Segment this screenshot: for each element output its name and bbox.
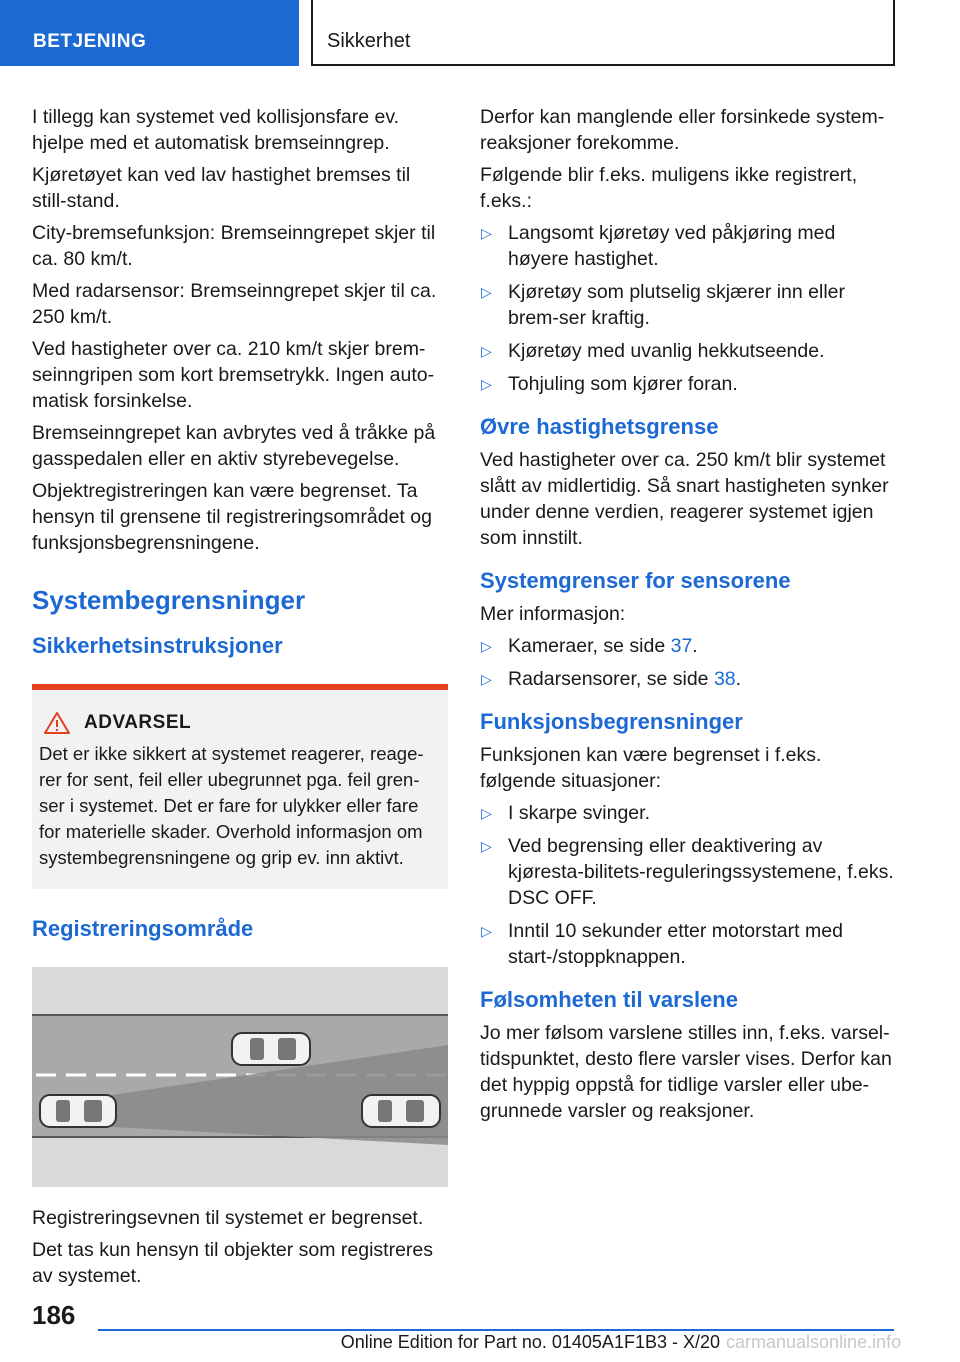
sensor-links-list — [480, 633, 896, 692]
bullet-triangle-icon: ▷ — [481, 671, 492, 687]
paragraph: Objektregistreringen kan være begrenset. Ta hensyn til grensene til registreringsområdet og funksjonsbegrensningene. — [32, 480, 432, 554]
paragraph: Derfor kan manglende eller forsinkede system-reaksjoner forekomme. — [480, 106, 885, 154]
bullet-triangle-icon: ▷ — [481, 805, 492, 821]
paragraph: Følgende blir f.eks. muligens ikke registrert, f.eks.: — [480, 164, 858, 212]
section-tab: BETJENING — [0, 0, 299, 66]
list-item: ▷ Kameraer, se side 37. — [481, 635, 698, 657]
warning-header — [43, 710, 434, 736]
not-detected-list — [480, 220, 896, 397]
heading-systemgrenser-sensorene: Systemgrenser for sensorene — [480, 568, 791, 593]
paragraph: Ved hastigheter over ca. 250 km/t blir systemet slått av midlertidig. Så snart hastigheten synker under denne verdien, reagerer systemet igjen som innstilt. — [480, 449, 889, 549]
bullet-triangle-icon: ▷ — [481, 838, 492, 854]
list-item: ▷ Langsomt kjøretøy ved påkjøring med høyere hastighet. — [481, 222, 836, 270]
list-item: ▷ Ved begrensing eller deaktivering av kjøresta-bilitets-reguleringssystemene, f.eks. DSC OFF. — [481, 835, 894, 909]
list-item: ▷ Radarsensorer, se side 38. — [481, 668, 742, 690]
list-item: ▷ I skarpe svinger. — [481, 802, 650, 824]
page-link-38[interactable]: 38 — [713, 668, 736, 690]
heading-sikkerhetsinstruksjoner: Sikkerhetsinstruksjoner — [32, 633, 283, 658]
bullet-triangle-icon: ▷ — [481, 343, 492, 359]
car-icon — [232, 1033, 310, 1065]
paragraph: Det tas kun hensyn til objekter som registreres av systemet. — [32, 1239, 434, 1287]
paragraph: Registreringsevnen til systemet er begrenset. — [32, 1207, 424, 1229]
warning-text: Det er ikke sikkert at systemet reagerer, reage-rer for sent, feil eller ubegrunnet pga. feil gren-ser i systemet. Det er fare for ulykker eller fare for materielle skader. Overhold informasjon om systembegrensningene og grip ev. inn aktivt. — [39, 743, 424, 868]
paragraph: Bremseinngrepet kan avbrytes ved å tråkke på gasspedalen eller en aktiv styrebevegelse. — [32, 422, 436, 470]
left-column — [32, 104, 448, 1295]
paragraph: Jo mer følsom varslene stilles inn, f.eks. varsel-tidspunktet, desto flere varsler vises. Derfor kan det hyppig oppstå for tidlige varsler eller ube-grunnede varsler og reaksjoner. — [480, 1022, 892, 1122]
warning-triangle-icon — [43, 711, 71, 735]
paragraph: City-bremsefunksjon: Bremseinngrepet skjer til ca. 80 km/t. — [32, 222, 436, 270]
list-item: ▷ Tohjuling som kjører foran. — [481, 373, 738, 395]
bullet-triangle-icon: ▷ — [481, 225, 492, 241]
list-item: ▷ Inntil 10 sekunder etter motorstart med start-/stoppknappen. — [481, 920, 843, 968]
page-link-37[interactable]: 37 — [670, 635, 693, 657]
car-icon — [40, 1095, 116, 1127]
bullet-triangle-icon: ▷ — [481, 638, 492, 654]
heading-registreringsomrade: Registreringsområde — [32, 916, 254, 941]
function-limits-list — [480, 800, 896, 970]
page-number: 186 — [32, 1300, 76, 1330]
heading-funksjonsbegrensninger: Funksjonsbegrensninger — [480, 709, 743, 734]
footer-watermark: carmanualsonline.info — [726, 1332, 902, 1352]
car-icon — [362, 1095, 440, 1127]
page-header — [0, 0, 960, 66]
heading-folsomheten-varslene: Følsomheten til varslene — [480, 987, 738, 1012]
bullet-triangle-icon: ▷ — [481, 284, 492, 300]
list-item: ▷ Kjøretøy som plutselig skjærer inn eller brem-ser kraftig. — [481, 281, 846, 329]
heading-systembegrensninger: Systembegrensninger — [32, 585, 306, 615]
detection-range-illustration — [32, 967, 448, 1187]
paragraph: Ved hastigheter over ca. 210 km/t skjer brem-seinngripen som kort bremsetrykk. Ingen auto-matisk forsinkelse. — [32, 338, 435, 412]
chapter-title: Sikkerhet — [311, 0, 895, 66]
footer-divider — [98, 1329, 894, 1331]
right-column — [480, 104, 896, 1130]
paragraph: Med radarsensor: Bremseinngrepet skjer til ca. 250 km/t. — [32, 280, 437, 328]
bullet-triangle-icon: ▷ — [481, 923, 492, 939]
warning-title: ADVARSEL — [84, 712, 192, 733]
footer-edition: Online Edition for Part no. 01405A1F1B3 - X/20 — [340, 1332, 720, 1352]
warning-box — [32, 684, 448, 889]
paragraph: Kjøretøyet kan ved lav hastighet bremses til still-stand. — [32, 164, 411, 212]
list-item: ▷ Kjøretøy med uvanlig hekkutseende. — [481, 340, 825, 362]
paragraph: Mer informasjon: — [480, 603, 626, 625]
paragraph: Funksjonen kan være begrenset i f.eks. følgende situasjoner: — [480, 744, 822, 792]
paragraph: I tillegg kan systemet ved kollisjonsfare ev. hjelpe med et automatisk bremseinngrep. — [32, 106, 400, 154]
bullet-triangle-icon: ▷ — [481, 376, 492, 392]
heading-ovre-hastighetsgrense: Øvre hastighetsgrense — [480, 414, 719, 439]
